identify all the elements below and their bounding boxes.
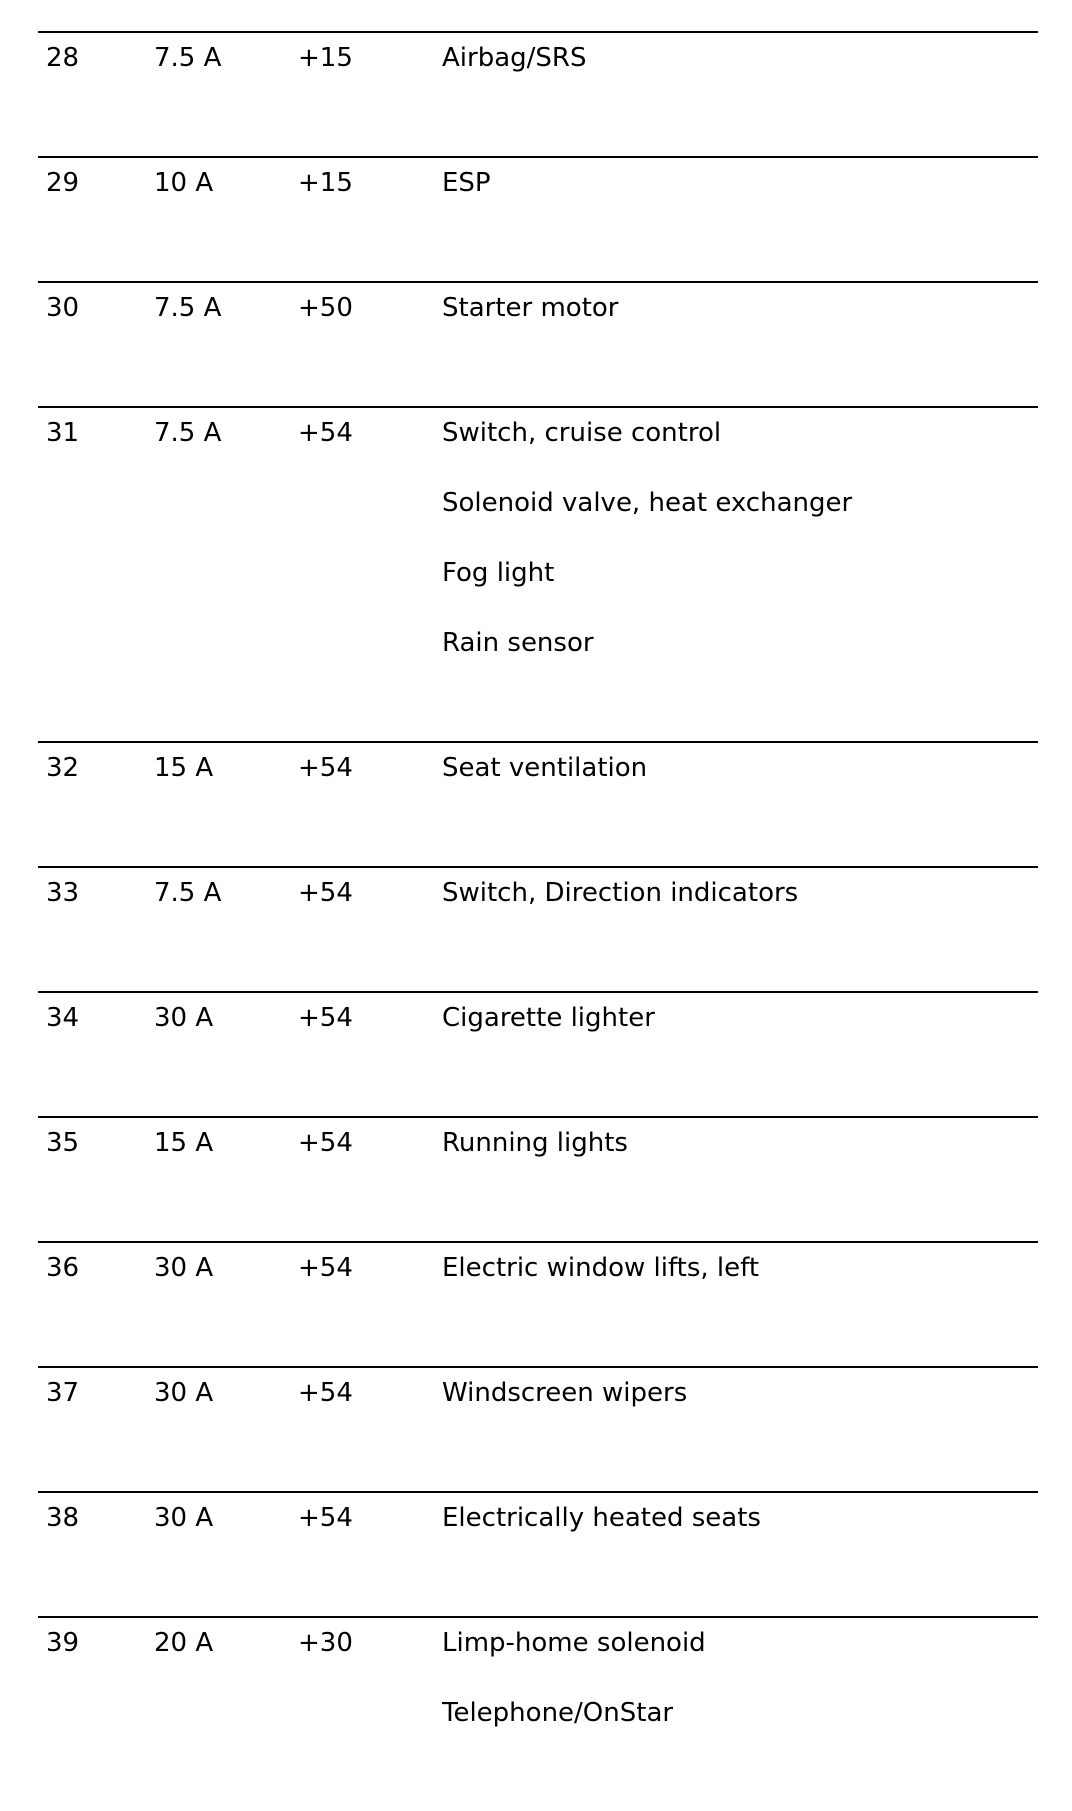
fuse-rating: 30 A: [154, 1003, 214, 1033]
fuse-functions: [442, 1628, 706, 1728]
fuse-functions: [442, 168, 491, 198]
fuse-number: 33: [46, 878, 80, 908]
fuse-number: 30: [46, 293, 80, 323]
fuse-function-line: Switch, cruise control: [442, 418, 722, 448]
fuse-function-line: Running lights: [442, 1128, 628, 1158]
fuse-function-line: Starter motor: [442, 293, 619, 323]
fuse-terminal: +54: [298, 1253, 353, 1283]
fuse-rating: 30 A: [154, 1503, 214, 1533]
fuse-terminal: +54: [298, 1003, 353, 1033]
fuse-terminal: +54: [298, 878, 353, 908]
table-row: [38, 156, 1038, 281]
fuse-rating: 10 A: [154, 168, 214, 198]
fuse-functions: [442, 878, 798, 908]
table-row: [38, 1116, 1038, 1241]
fuse-function-line: Limp-home solenoid: [442, 1628, 706, 1658]
fuse-rating: 30 A: [154, 1253, 214, 1283]
fuse-table: [38, 31, 1038, 1811]
fuse-number: 34: [46, 1003, 80, 1033]
fuse-terminal: +50: [298, 293, 353, 323]
fuse-function-line: Airbag/SRS: [442, 43, 587, 73]
fuse-rating: 7.5 A: [154, 43, 222, 73]
table-row: [38, 1366, 1038, 1491]
fuse-number: 32: [46, 753, 80, 783]
fuse-number: 28: [46, 43, 80, 73]
fuse-number: 29: [46, 168, 80, 198]
table-row: [38, 1241, 1038, 1366]
fuse-functions: [442, 1253, 759, 1283]
fuse-functions: [442, 1378, 687, 1408]
fuse-functions: [442, 43, 586, 73]
fuse-function-line: Solenoid valve, heat exchanger: [442, 488, 853, 518]
table-row: [38, 741, 1038, 866]
fuse-rating: 15 A: [154, 1128, 214, 1158]
fuse-functions: [442, 753, 647, 783]
fuse-function-line: Fog light: [442, 558, 555, 588]
fuse-terminal: +54: [298, 1503, 353, 1533]
fuse-terminal: +30: [298, 1628, 353, 1658]
fuse-function-line: ESP: [442, 168, 491, 198]
fuse-rating: 7.5 A: [154, 878, 222, 908]
table-row: [38, 991, 1038, 1116]
fuse-number: 36: [46, 1253, 80, 1283]
fuse-terminal: +54: [298, 1128, 353, 1158]
fuse-functions: [442, 1503, 761, 1533]
table-row: [38, 406, 1038, 741]
fuse-terminal: +54: [298, 418, 353, 448]
fuse-number: 35: [46, 1128, 80, 1158]
table-row: [38, 1616, 1038, 1811]
table-row: [38, 31, 1038, 156]
fuse-functions: [442, 1003, 655, 1033]
fuse-rating: 7.5 A: [154, 418, 222, 448]
fuse-function-line: Switch, Direction indicators: [442, 878, 799, 908]
fuse-number: 39: [46, 1628, 80, 1658]
fuse-function-line: Electrically heated seats: [442, 1503, 761, 1533]
fuse-functions: [442, 293, 619, 323]
fuse-terminal: +15: [298, 43, 353, 73]
fuse-rating: 20 A: [154, 1628, 214, 1658]
fuse-number: 38: [46, 1503, 80, 1533]
fuse-terminal: +15: [298, 168, 353, 198]
fuse-function-line: Cigarette lighter: [442, 1003, 655, 1033]
fuse-terminal: +54: [298, 753, 353, 783]
fuse-rating: 30 A: [154, 1378, 214, 1408]
fuse-function-line: Electric window lifts, left: [442, 1253, 760, 1283]
fuse-function-line: Seat ventilation: [442, 753, 648, 783]
fuse-function-line: Rain sensor: [442, 628, 594, 658]
fuse-functions: [442, 1128, 628, 1158]
fuse-terminal: +54: [298, 1378, 353, 1408]
table-row: [38, 866, 1038, 991]
fuse-rating: 15 A: [154, 753, 214, 783]
fuse-number: 31: [46, 418, 80, 448]
fuse-function-line: Telephone/OnStar: [442, 1698, 674, 1728]
table-row: [38, 1491, 1038, 1616]
fuse-rating: 7.5 A: [154, 293, 222, 323]
fuse-functions: [442, 418, 852, 658]
fuse-function-line: Windscreen wipers: [442, 1378, 688, 1408]
fuse-number: 37: [46, 1378, 80, 1408]
table-row: [38, 281, 1038, 406]
